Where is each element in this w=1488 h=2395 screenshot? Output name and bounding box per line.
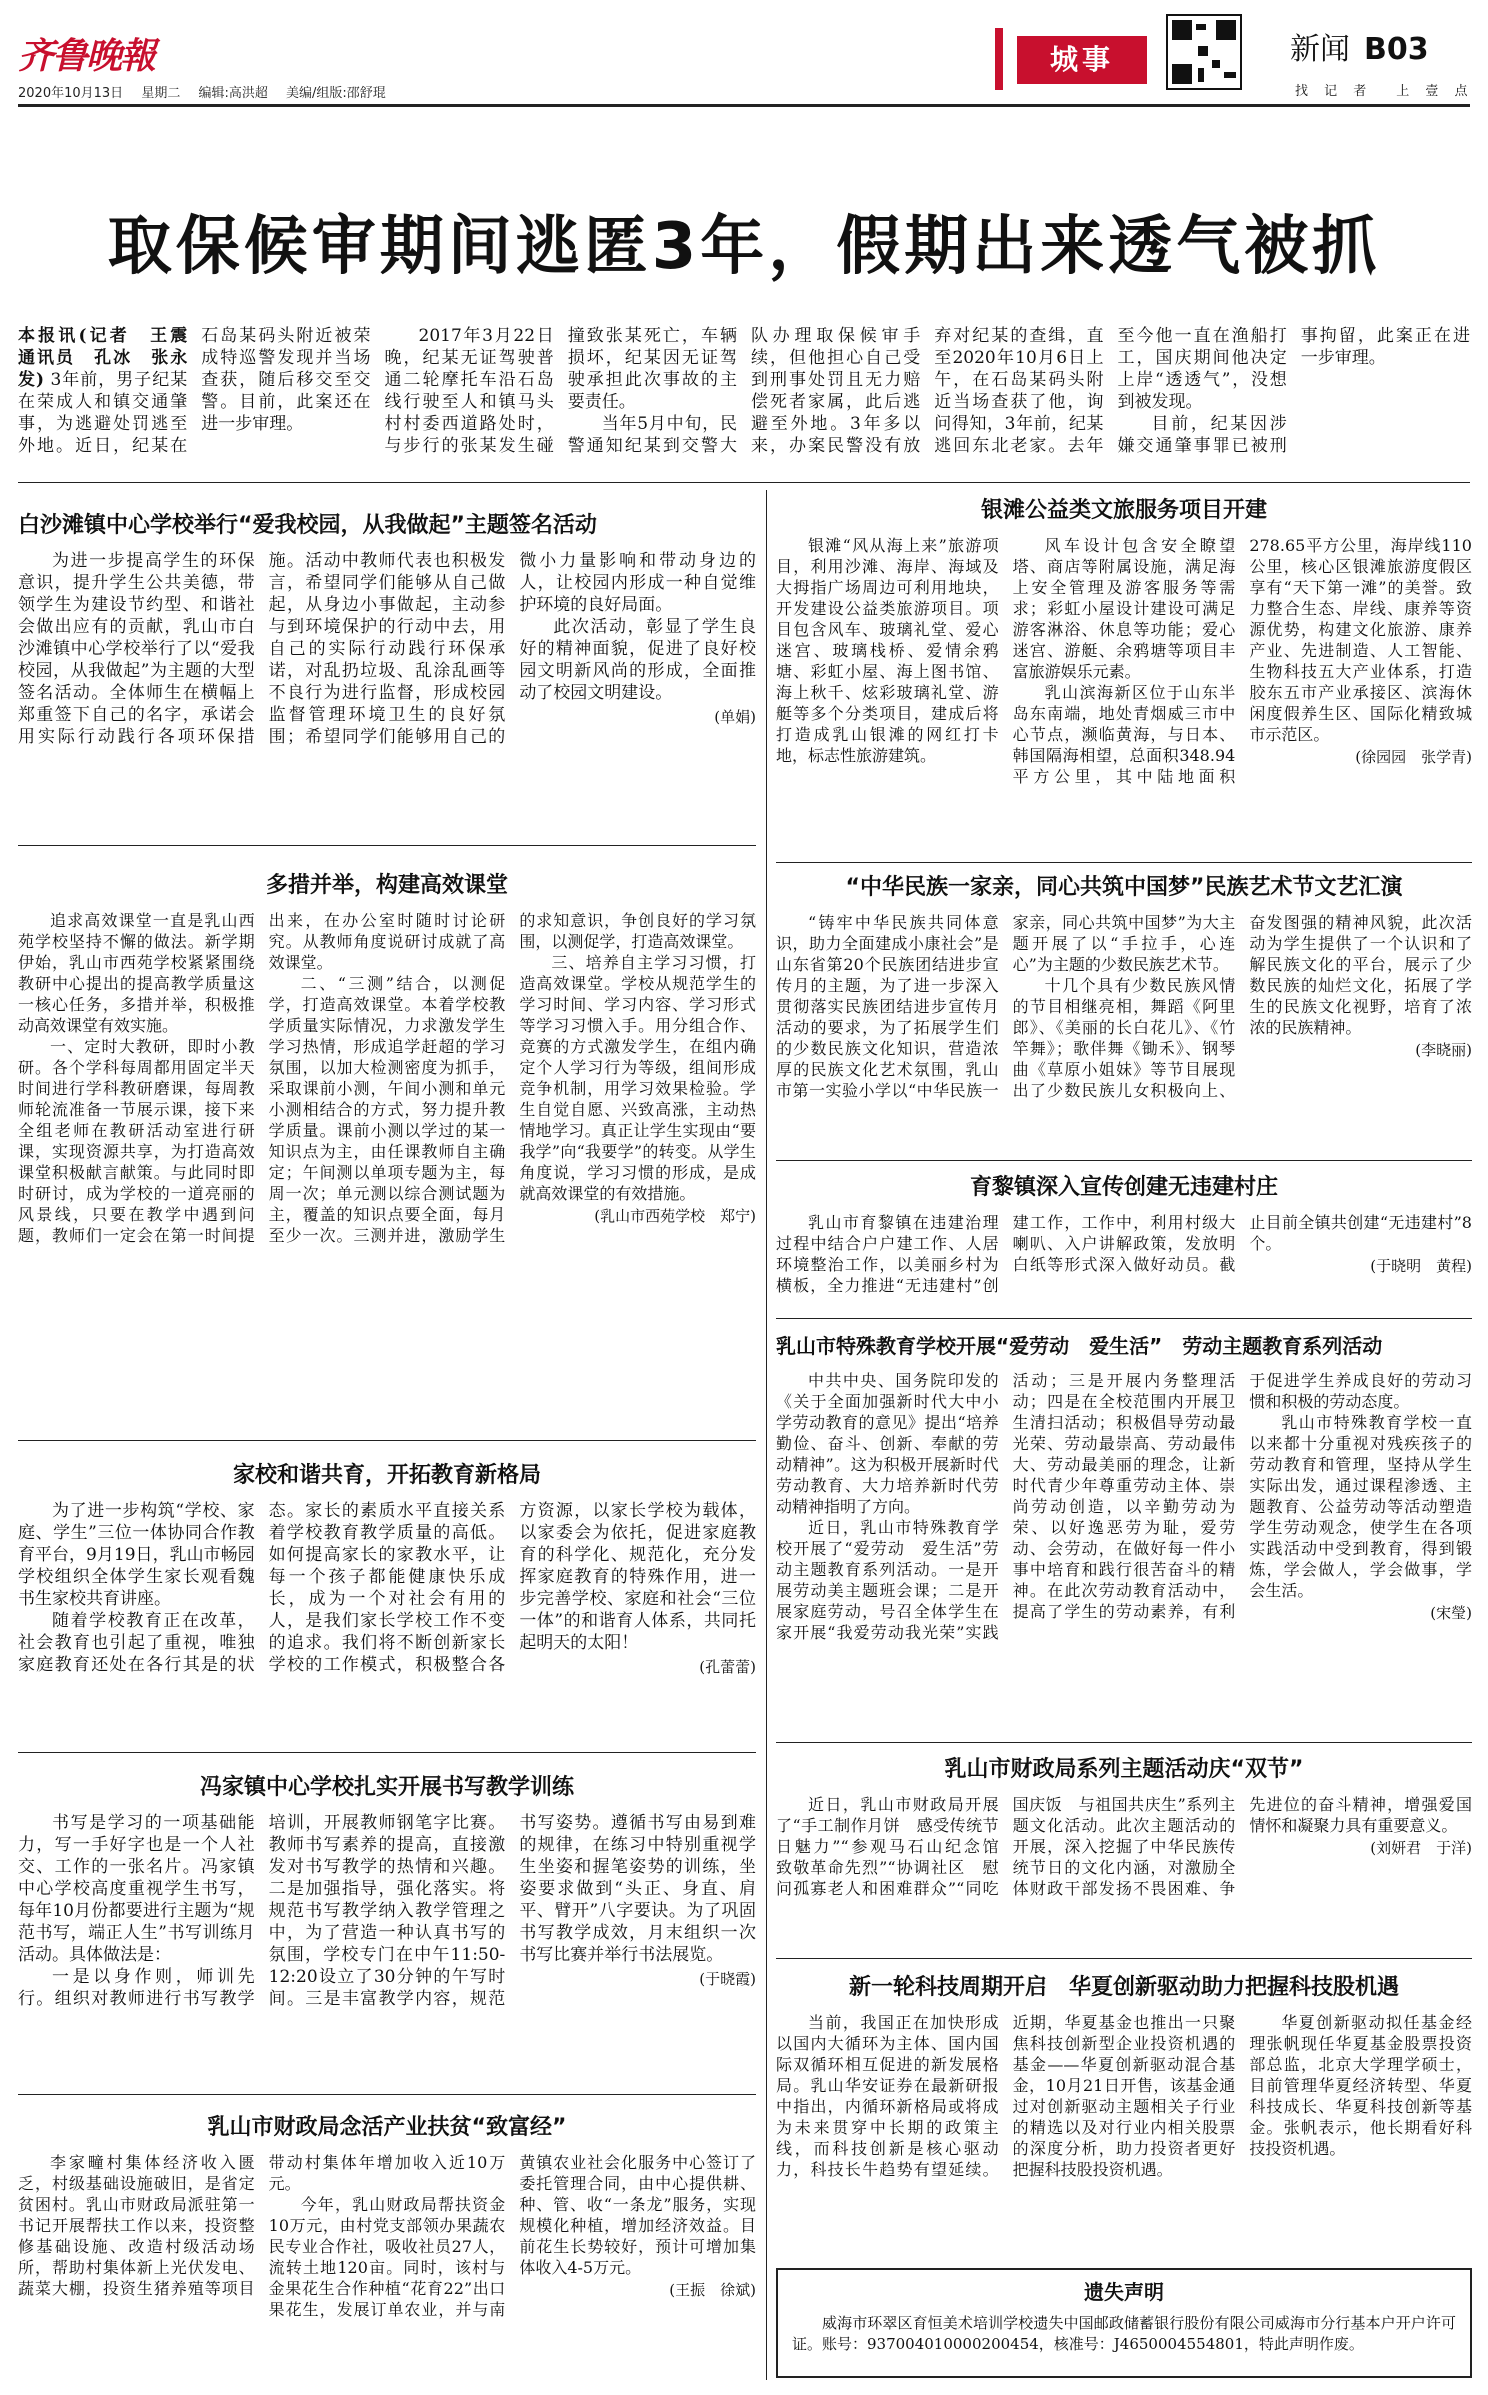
notice-body: 威海市环翠区育恒美术培训学校遗失中国邮政储蓄银行股份有限公司威海市分行基本户开户许可证。账号：937004010000200454，核准号：J4650004554801，特此声明作废。 bbox=[792, 2314, 1456, 2353]
article-title: 银滩公益类文旅服务项目开建 bbox=[980, 498, 1267, 523]
lead-paragraph: 目前，纪某因涉嫌交通肇事罪已被刑事拘留，此案正在进一步审理。 bbox=[1117, 326, 1470, 456]
lead-paragraph: 当年5月中旬，民警通知纪某到交警大队办理取保候审手续，但他担心自己受到刑事处罚且无力赔偿死者家属，此后逃避至外地。3年多以来，办案民警没有放弃对纪某的查缉，直至2020年10月6日上午，在石岛某码头附近当场查获了他，询问得知，3年前，纪某逃回东北老家。去年至今他一直在渔船打工，国庆期间他决定上岸“透透气”，没想到被发现。 bbox=[567, 326, 1287, 456]
article-paragraph: 华夏创新驱动拟任基金经理张帆现任华夏基金股票投资部总监，北京大学理学硕士，目前管理华夏经济转型、华夏科技成长、华夏科技创新等基金。张帆表示，他长期看好科技投资机遇。 bbox=[1249, 2013, 1472, 2158]
article-paragraph: 随着学校教育正在改革，社会教育也引起了重视，唯独家庭教育还处在各行其是的状态。家长的素质水平直接关系着学校教育教学质量的高低。如何提高家长的家教水平，让每一个孩子都能健康快乐成长，成为一个对社会有用的人，是我们家长学校工作不变的追求。我们将不断创新家长学校的工作模式，积极整合各方资源，以家长学校为载体，以家委会为依托，促进家庭教育的科学化、规范化，充分发挥家庭教育的特殊作用，进一步完善学校、家庭和社会“三位一体”的和谐育人体系，共同托起明天的太阳！ bbox=[18, 1501, 756, 1675]
article-paragraph: 风车设计包含安全瞭望塔、商店等附属设施，满足海上安全管理及游客服务等需求；彩虹小屋设计建设可满足游客淋浴、休息等功能；爱心迷宫、游艇、余鸦塘等项目丰富旅游娱乐元素。 bbox=[1012, 536, 1236, 681]
masthead-rule bbox=[18, 104, 1470, 107]
newspaper-logo: 齐鲁晚報 bbox=[18, 35, 155, 77]
article-paragraph: 近日，乳山市特殊教育学校开展了“爱劳动 爱生活”劳动主题教育系列活动。一是开展劳动美主题班会课；二是开展家庭劳动，号召全体学生在家开展“我爱劳动我光荣”实践活动；三是开展内务整理活动；四是在全校范围内开展卫生清扫活动；积极倡导劳动最光荣、劳动最崇高、劳动最伟大、劳动最美丽的理念，让新时代青少年尊重劳动主体、崇尚劳动创造，以辛勤劳动为荣、以好逸恶劳为耻，爱劳动、会劳动，在做好每一件小事中培育和践行很苦奋斗的精神。在此次劳动教育活动中，提高了学生的劳动素养，有利于促进学生养成良好的劳动习惯和积极的劳动态度。 bbox=[776, 1371, 1472, 1642]
article-title: 白沙滩镇中心学校举行“爱我校园，从我做起”主题签名活动 bbox=[18, 513, 597, 538]
article-paragraph: 银滩“风从海上来”旅游项目，利用沙滩、海岸、海域及大拇指广场周边可利用地块，开发建设公益类旅游项目。项目包含风车、玻璃礼堂、爱心迷宫、玻璃栈桥、爱情余鸦塘、彩虹小屋、海上图书馆、海上秋千、炫彩玻璃礼堂、游艇等多个分类项目，建成后将打造成乳山银滩的网红打卡地，标志性旅游建筑。 bbox=[776, 536, 999, 765]
article-byline: (于晓明 黄程) bbox=[1370, 1257, 1472, 1275]
article-huaxia bbox=[776, 1972, 1472, 2180]
article-title: 乳山市财政局系列主题活动庆“双节” bbox=[944, 1757, 1304, 1782]
section-tab bbox=[995, 28, 1155, 90]
article-shuangjie bbox=[776, 1754, 1472, 1899]
section-label: 城事 bbox=[1017, 36, 1147, 84]
article-paragraph: 书写是学习的一项基础能力，写一手好字也是一个人社交、工作的一张名片。冯家镇中心学校高度重视学生书写，每年10月份都要进行主题为“规范书写，端正人生”书写训练月活动。具体做法是： bbox=[18, 1813, 255, 1965]
article-paragraph: 李家疃村集体经济收入匮乏，村级基础设施破旧，是省定贫困村。乳山市财政局派驻第一书记开展帮扶工作以来，投资整修基础设施、改造村级活动场所，帮助村集体新上光伏发电、蔬菜大棚，投资生猪养殖等项目带动村集体年增加收入近10万元。 bbox=[18, 2153, 506, 2298]
article-xiyuan bbox=[18, 870, 756, 1246]
page-number: B03 bbox=[1364, 32, 1429, 67]
reporter-line bbox=[1295, 80, 1488, 99]
article-yintan bbox=[776, 495, 1472, 787]
article-divider bbox=[776, 1318, 1472, 1319]
article-divider bbox=[18, 845, 756, 846]
reporter-label: 找 记 者 bbox=[1295, 84, 1373, 99]
article-yuli bbox=[776, 1172, 1472, 1296]
article-paragraph: 十几个具有少数民族风情的节目相继亮相，舞蹈《阿里郎》、《美丽的长白花儿》、《竹竿舞》；歌伴舞《锄禾》、钢琴曲《草原小姐妹》等节目展现出了少数民族儿女积极向上、奋发图强的精神风貌，此次活动为学生提供了一个认识和了解民族文化的平台，展示了少数民族的灿烂文化，拓展了学生的民族文化视野，培育了浓浓的民族精神。 bbox=[1012, 913, 1472, 1100]
article-paragraph: 一、定时大教研，即时小教研。各个学科每周都用固定半天时间进行学科教研磨课，每周教师轮流准备一节展示课，接下来全组老师在教研活动室进行研课，实现资源共享，为打造高效课堂积极献言献策。与此同时即时研讨，成为学校的一道亮丽的风景线，只要在教学中遇到问题，教师们一定会在第一时间提出来，在办公室时随时讨论研究。从教师角度说研讨成就了高效课堂。 bbox=[18, 911, 506, 1245]
article-paragraph: 乳山市特殊教育学校一直以来都十分重视对残疾孩子的劳动教育和管理，坚持从学生实际出发，通过课程渗透、主题教育、公益劳动等活动塑造学生劳动观念，使学生在各项实践活动中受到教育，得到锻炼，学会做人，学会做事，学会生活。 bbox=[1249, 1413, 1472, 1600]
article-byline: (于晓霞) bbox=[699, 1970, 756, 1988]
article-divider bbox=[18, 1752, 756, 1753]
article-baishatan bbox=[18, 510, 756, 748]
article-title: 育黎镇深入宣传创建无违建村庄 bbox=[969, 1175, 1278, 1200]
qr-code-icon bbox=[1166, 14, 1242, 90]
issue-weekday: 星期二 bbox=[141, 86, 181, 101]
article-paragraph: 为了进一步构筑“学校、家庭、学生”三位一体协同合作教育平台，9月19日，乳山市畅园学校组织全体学生家长观看魏书生家校共育讲座。 bbox=[18, 1501, 255, 1609]
page-section: 新闻 bbox=[1290, 32, 1350, 67]
article-paragraph: 追求高效课堂一直是乳山西苑学校坚持不懈的做法。新学期伊始，乳山市西苑学校紧紧围绕教研中心提出的提高教学质量这一核心任务，多措并举，积极推动高效课堂有效实施。 bbox=[18, 911, 255, 1035]
article-paragraph: 此次活动，彰显了学生良好的精神面貌，促进了良好校园文明新风尚的形成，全面推动了校园文明建设。 bbox=[519, 617, 756, 703]
article-paragraph: 乳山市育黎镇在违建治理过程中结合户户建工作、人居环境整治工作，以美丽乡村为横板，全力推进“无违建村”创建工作，工作中，利用村级大喇叭、入户讲解政策，发放明白纸等形式深入做好动员。截止目前全镇共创建“无违建村”8个。 bbox=[776, 1213, 1472, 1295]
lost-notice bbox=[776, 2268, 1472, 2378]
article-paragraph: “铸牢中华民族共同体意识，助力全面建成小康社会”是山东省第20个民族团结进步宣传月的主题，为了进一步深入贯彻落实民族团结进步宣传月活动的要求，为了拓展学生们的少数民族文化知识，营造浓厚的民族文化艺术氛围，乳山市第一实验小学以“中华民族一家亲，同心共筑中国梦”为大主题开展了以“手拉手，心连心”为主题的少数民族艺术节。 bbox=[776, 913, 1236, 1100]
page-identifier bbox=[1290, 24, 1429, 68]
article-title: 家校和谐共育，开拓教育新格局 bbox=[232, 1463, 541, 1488]
article-fupin bbox=[18, 2112, 756, 2320]
article-byline: (李晓丽) bbox=[1415, 1041, 1472, 1059]
article-divider bbox=[776, 1160, 1472, 1161]
column-divider bbox=[766, 490, 767, 2380]
article-paragraph: 乳山滨海新区位于山东半岛东南端，地处青烟威三市中心节点，濒临黄海，与日本、韩国隔海相望，总面积348.94平方公里，其中陆地面积278.65平方公里，海岸线110公里，核心区银滩旅游度假区享有“天下第一滩”的美誉。致力整合生态、岸线、康养等资源优势，构建文化旅游、康养产业、先进制造、人工智能、生物科技五大产业体系，打造胶东五市产业承接区、滨海休闲度假养生区、国际化精致城市示范区。 bbox=[1012, 536, 1472, 786]
article-title: 乳山市特殊教育学校开展“爱劳动 爱生活” 劳动主题教育系列活动 bbox=[776, 1334, 1383, 1358]
article-title: “中华民族一家亲，同心共筑中国梦”民族艺术节文艺汇演 bbox=[845, 875, 1403, 900]
article-divider bbox=[18, 1440, 756, 1441]
article-byline: (孔蕾蕾) bbox=[699, 1658, 756, 1676]
article-fengjia bbox=[18, 1772, 756, 2010]
article-divider bbox=[18, 2094, 756, 2095]
article-minzu bbox=[776, 872, 1472, 1101]
article-divider bbox=[776, 1742, 1472, 1743]
notice-title: 遗失声明 bbox=[1084, 2280, 1164, 2304]
issue-date: 2020年10月13日 bbox=[18, 86, 124, 101]
article-byline: (乳山市西苑学校 郑宁) bbox=[594, 1207, 756, 1225]
issue-editor: 编辑:高洪超 bbox=[198, 86, 268, 101]
article-jiaxiao bbox=[18, 1460, 756, 1678]
lead-divider bbox=[18, 482, 1470, 483]
article-tejiao bbox=[776, 1330, 1472, 1643]
section-tab-bar bbox=[995, 28, 1003, 90]
article-paragraph: 为进一步提高学生的环保意识，提升学生公共美德，带领学生为建设节约型、和谐社会做出应有的贡献，乳山市白沙滩镇中心学校举行了以“爱我校园，从我做起”为主题的大型签名活动。全体师生在横幅上郑重签下自己的名字，承诺会用实际行动践行各项环保措施。活动中教师代表也积极发言，希望同学们能够从自己做起，从身边小事做起，主动参与到环境保护的行动中去，用自己的实际行动践行环保承诺，对乱扔垃圾、乱涂乱画等不良行为进行监督，形成校园监督管理环境卫生的良好氛围；希望同学们能够用自己的微小力量影响和带动身边的人，让校园内形成一种自觉维护环境的良好局面。 bbox=[18, 551, 756, 747]
article-byline: (宋瑩) bbox=[1430, 1604, 1472, 1622]
lead-paragraph: 2017年3月22日晚，纪某无证驾驶普通二轮摩托车沿石岛线行驶至人和镇马头村村委西道路处时，与步行的张某发生碰撞致张某死亡，车辆损坏，纪某因无证驾驶承担此次事故的主要责任。 bbox=[384, 326, 737, 456]
lead-body bbox=[18, 325, 1470, 465]
article-paragraph: 一是以身作则，师训先行。组织对教师进行书写教学培训，开展教师钢笔字比赛。教师书写素养的提高，直接激发对书写教学的热情和兴趣。二是加强指导，强化落实。将规范书写教学纳入教学管理之中，为了营造一种认真书写的氛围，学校专门在中午11:50-12:20设立了30分钟的午写时间。三是丰富教学内容，规范书写姿势。遵循书写由易到难的规律，在练习中特别重视学生坐姿和握笔姿势的训练，坐姿要求做到“头正、身直、肩平、臂开”八字要诀。为了巩固书写教学成效，月末组织一次书写比赛并举行书法展览。 bbox=[18, 1813, 756, 2009]
article-title: 多措并举，构建高效课堂 bbox=[265, 873, 508, 898]
article-paragraph: 三、培养自主学习习惯，打造高效课堂。学校从规范学生的学习时间、学习内容、学习形式等学习习惯入手。用分组合作、竞赛的方式激发学生，在组内确定个人学习行为等级，组间形成竞争机制，用学习效果检验。学生自觉自愿、兴致高涨，主动热情地学习。真正让学生实现由“要我学”向“我要学”的转变。从学生角度说，学习习惯的形成，是成就高效课堂的有效措施。 bbox=[519, 953, 756, 1203]
article-title: 冯家镇中心学校扎实开展书写教学训练 bbox=[199, 1775, 574, 1800]
article-paragraph: 今年，乳山财政局帮扶资金10万元，由村党支部领办果蔬农民专业合作社，吸收社员27人，流转土地120亩。同时，该村与金果花生合作种植“花育22”出口果花生，发展订单农业，并与南黄镇农业社会化服务中心签订了委托管理合同，由中心提供耕、种、管、收“一条龙”服务，实现规模化种植，增加经济效益。目前花生长势较好，预计可增加集体收入4-5万元。 bbox=[268, 2153, 756, 2319]
issue-designer: 美编/组版:邵舒琨 bbox=[286, 86, 386, 101]
article-title: 新一轮科技周期开启 华夏创新驱动助力把握科技股机遇 bbox=[848, 1975, 1399, 2000]
article-paragraph: 近日，乳山市财政局开展了“手工制作月饼 感受传统节日魅力”“参观马石山纪念馆 致敬革命先烈”“协调社区 慰问孤寡老人和困难群众”“同吃国庆饭 与祖国共庆生”系列主题文化活动。此次主题活动的开展，深入挖掘了中华民族传统节日的文化内涵，对激励全体财政干部发扬不畏困难、争先进位的奋斗精神，增强爱国情怀和凝聚力具有重要意义。 bbox=[776, 1795, 1472, 1898]
article-paragraph: 当前，我国正在加快形成以国内大循环为主体、国内国际双循环相互促进的新发展格局。乳山华安证券在最新研报中指出，内循环新格局或将成为未来贯穿中长期的政策主线，而科技创新是核心驱动力，科技长牛趋势有望延续。近期，华夏基金也推出一只聚焦科技创新型企业投资机遇的基金——华夏创新驱动混合基金，10月21日开售，该基金通过对创新驱动主题相关子行业的精选以及对行业内相关股票的深度分析，助力投资者更好把握科技股投资机遇。 bbox=[776, 2013, 1236, 2179]
lead-paragraph: 本报讯(记者 王震 通讯员 孔冰 张永发) 3年前，男子纪某在荣成人和镇交通肇事，为逃避处罚逃至外地。近日，纪某在石岛某码头附近被荣成特巡警发现并当场查获，随后移交至交警。目前，此案还在进一步审理。 bbox=[18, 326, 371, 456]
article-divider bbox=[776, 862, 1472, 863]
article-paragraph: 二、“三测”结合，以测促学，打造高效课堂。本着学校教学质量实际情况，力求激发学生学习热情，形成追学赶超的学习氛围，以加大检测密度为抓手，采取课前小测，午间小测和单元小测相结合的方式，努力提升教学质量。课前小测以学过的某一知识点为主，由任课教师自主确定；午间测以单项专题为主，每周一次；单元测以综合测试题为主，覆盖的知识点要全面，每月至少一次。三测并进，激励学生的求知意识，争创良好的学习氛围，以测促学，打造高效课堂。 bbox=[268, 911, 756, 1245]
article-paragraph: 中共中央、国务院印发的《关于全面加强新时代大中小学劳动教育的意见》提出“培养勤俭、奋斗、创新、奉献的劳动精神”。这为积极开展新时代劳动教育、大力培养新时代劳动精神指明了方向。 bbox=[776, 1371, 999, 1516]
lead-dateline: 本报讯(记者 王震 通讯员 孔冰 张永发) bbox=[18, 326, 205, 390]
article-byline: (单娟) bbox=[714, 708, 756, 726]
issue-meta bbox=[18, 82, 400, 101]
lead-headline: 取保候审期间逃匿3年，假期出来透气被抓 bbox=[107, 210, 1381, 284]
reporter-action: 上 壹 点 bbox=[1396, 84, 1474, 99]
article-title: 乳山市财政局念活产业扶贫“致富经” bbox=[207, 2115, 567, 2140]
article-byline: (王振 徐斌) bbox=[669, 2281, 756, 2299]
article-byline: (刘妍君 于洋) bbox=[1370, 1839, 1472, 1857]
article-divider bbox=[776, 1958, 1472, 1959]
article-byline: (徐园园 张学青) bbox=[1355, 748, 1472, 766]
